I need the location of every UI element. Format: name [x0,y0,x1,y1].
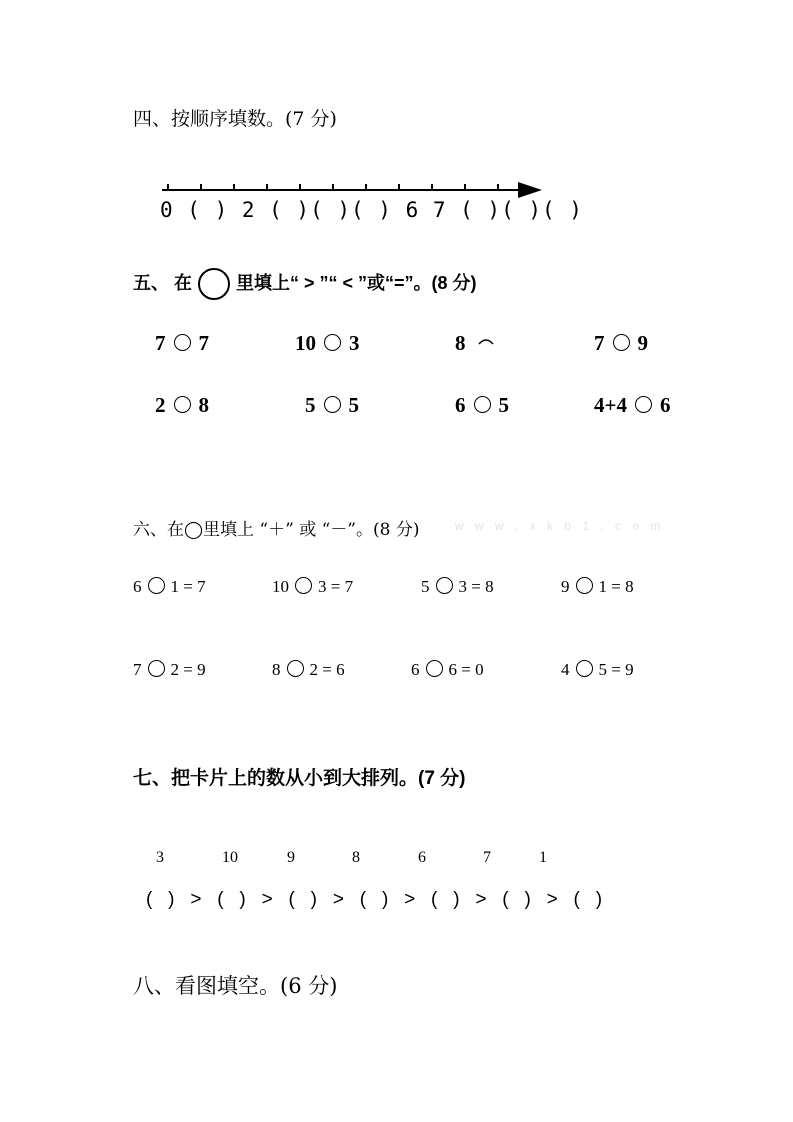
equation-item: 5 3 = 8 [421,577,494,596]
equation-item: 6 6 = 0 [411,660,484,679]
circle-icon [198,268,230,300]
number-line-labels: 0 ( ) 2 ( )( )( ) 6 7 ( )( )( ) [160,198,583,222]
compare-item: 7 7 [155,331,209,355]
section8-title: 八、看图填空。(6 分) [133,974,338,998]
section5-title-end: 里填上“ > ”“ < ”或“=”。(8 分) [236,272,477,293]
equation-item: 6 1 = 7 [133,577,206,596]
answer-circle[interactable] [148,660,165,677]
equation-item: 8 2 = 6 [272,660,345,679]
answer-circle[interactable] [426,660,443,677]
section5-title-start: 五、 在 [133,272,193,293]
partial-circle-icon [476,336,496,346]
compare-item: 2 8 [155,393,209,417]
section5-title [133,268,477,300]
answer-circle[interactable] [576,660,593,677]
number-card: 3 [156,849,164,866]
compare-item: 10 3 [295,331,360,355]
compare-item: 8 [455,331,496,356]
compare-item: 5 5 [305,393,359,417]
section7-title: 七、把卡片上的数从小到大排列。(7 分) [133,768,466,789]
equation-item: 7 2 = 9 [133,660,206,679]
number-card: 1 [539,849,547,866]
section4-title: 四、按顺序填数。(7 分) [133,108,337,130]
answer-circle[interactable] [148,577,165,594]
answer-circle[interactable] [174,396,191,413]
number-card: 7 [483,849,491,866]
order-sequence[interactable]: ( ) > ( ) > ( ) > ( ) > ( ) > ( ) > ( ) [146,889,603,910]
answer-circle[interactable] [174,334,191,351]
equation-item: 9 1 = 8 [561,577,634,596]
answer-circle[interactable] [295,577,312,594]
number-card: 10 [222,849,238,866]
section6-title: 六、在◯里填上 “＋” 或 “－”。(8 分) [133,520,420,540]
compare-item: 4+4 6 [594,393,671,417]
compare-item: 7 9 [594,331,648,355]
answer-circle[interactable] [474,396,491,413]
number-card: 6 [418,849,426,866]
answer-circle[interactable] [324,334,341,351]
equation-item: 4 5 = 9 [561,660,634,679]
answer-circle[interactable] [635,396,652,413]
compare-item: 6 5 [455,393,509,417]
answer-circle[interactable] [576,577,593,594]
watermark: w w w . x k b 1 . c o m [455,519,665,533]
answer-circle[interactable] [287,660,304,677]
answer-circle[interactable] [613,334,630,351]
answer-circle[interactable] [324,396,341,413]
equation-item: 10 3 = 7 [272,577,354,596]
number-card: 9 [287,849,295,866]
number-card: 8 [352,849,360,866]
answer-circle[interactable] [436,577,453,594]
